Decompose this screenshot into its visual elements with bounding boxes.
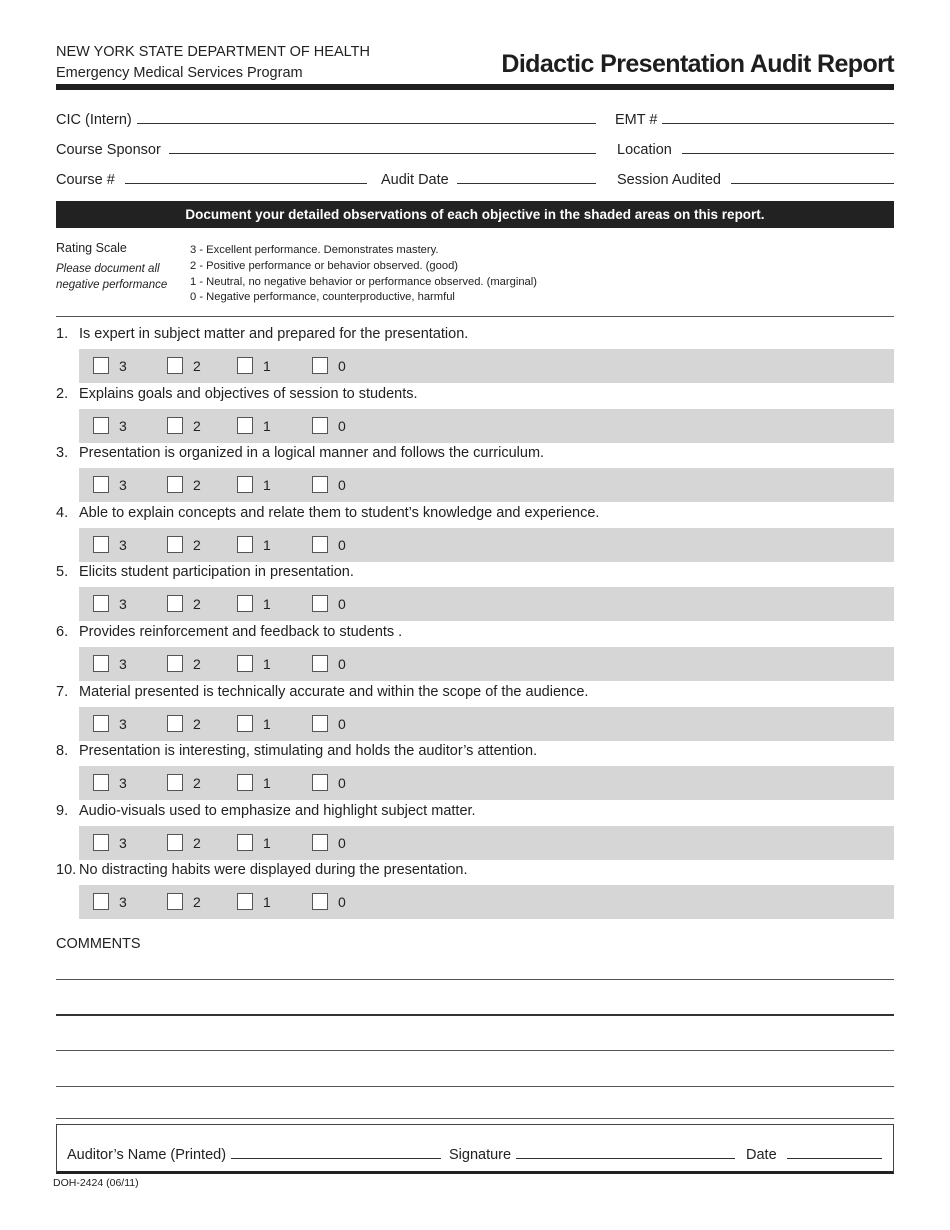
rating-option-label: 3 [119, 417, 127, 434]
rating-option-label: 2 [193, 476, 201, 493]
rating-option-label: 3 [119, 595, 127, 612]
rating-checkbox[interactable] [93, 774, 109, 791]
course-label: Course # [56, 172, 115, 188]
rating-option-label: 2 [193, 417, 201, 434]
rating-option-0[interactable] [312, 774, 346, 791]
auditor-name-label: Auditor’s Name (Printed) [67, 1147, 227, 1163]
rating-option-1[interactable] [237, 834, 271, 851]
question-text: Able to explain concepts and relate them to student’s knowledge and experience. [79, 505, 600, 521]
rating-level-3: 3 - Excellent performance. Demonstrates mastery. [190, 244, 439, 256]
rating-option-label: 3 [119, 357, 127, 374]
rating-option-label: 0 [338, 834, 346, 851]
rating-option-3[interactable] [93, 476, 127, 493]
rating-option-3[interactable] [93, 417, 127, 434]
date-line[interactable] [787, 1157, 882, 1159]
rating-option-0[interactable] [312, 834, 346, 851]
rating-option-0[interactable] [312, 715, 346, 732]
rating-option-label: 3 [119, 834, 127, 851]
rating-option-label: 0 [338, 893, 346, 910]
audit-date-field[interactable] [381, 172, 596, 188]
rating-checkbox[interactable] [93, 655, 109, 672]
rating-checkbox[interactable] [93, 417, 109, 434]
rating-checkbox[interactable] [312, 357, 328, 374]
rating-option-label: 2 [193, 595, 201, 612]
rating-checkbox[interactable] [312, 536, 328, 553]
question-number: 10. [56, 862, 77, 878]
rating-checkbox[interactable] [93, 357, 109, 374]
question-text: Explains goals and objectives of session to students. [79, 386, 418, 402]
rating-option-0[interactable] [312, 536, 346, 553]
rating-option-1[interactable] [237, 715, 271, 732]
rating-checkbox[interactable] [237, 655, 253, 672]
rating-checkbox[interactable] [237, 595, 253, 612]
program-name: Emergency Medical Services Program [56, 65, 303, 81]
rating-option-label: 0 [338, 715, 346, 732]
question-number: 2. [56, 386, 69, 402]
rating-checkbox[interactable] [312, 834, 328, 851]
rating-checkbox[interactable] [93, 595, 109, 612]
emt-field[interactable] [615, 112, 894, 128]
rating-checkbox[interactable] [167, 655, 183, 672]
question-text: Audio-visuals used to emphasize and highlight subject matter. [79, 803, 476, 819]
signature-label: Signature [449, 1147, 512, 1163]
cic-label: CIC (Intern) [56, 112, 132, 128]
rating-option-2[interactable] [167, 893, 201, 910]
rating-option-3[interactable] [93, 655, 127, 672]
emt-line[interactable] [662, 122, 894, 124]
rating-option-label: 3 [119, 774, 127, 791]
question-text: Elicits student participation in presentation. [79, 564, 354, 580]
question-7 [56, 684, 588, 700]
rating-option-label: 1 [263, 476, 271, 493]
question-text: Presentation is organized in a logical manner and follows the curriculum. [79, 445, 545, 461]
rating-row-2 [79, 409, 894, 443]
rating-checkbox[interactable] [237, 417, 253, 434]
rating-option-label: 1 [263, 655, 271, 672]
rating-option-label: 2 [193, 715, 201, 732]
rating-option-label: 3 [119, 476, 127, 493]
rating-option-3[interactable] [93, 774, 127, 791]
location-field[interactable] [617, 142, 894, 158]
rating-scale-title: Rating Scale [56, 241, 127, 255]
rating-checkbox[interactable] [167, 834, 183, 851]
org-header [56, 42, 370, 84]
rating-option-2[interactable] [167, 357, 201, 374]
rating-level-0: 0 - Negative performance, counterproductive, harmful [190, 291, 455, 304]
rating-option-1[interactable] [237, 536, 271, 553]
rating-option-label: 2 [193, 774, 201, 791]
rating-level-2: 2 - Positive performance or behavior observed. (good) [190, 259, 459, 272]
question-number: 9. [56, 803, 69, 819]
signature-line[interactable] [516, 1157, 735, 1159]
sponsor-label: Course Sponsor [56, 142, 161, 158]
rating-option-label: 1 [263, 774, 271, 791]
question-number: 6. [56, 624, 69, 640]
rating-option-label: 1 [263, 834, 271, 851]
rating-scale-note: Please document all negative performance [56, 263, 168, 291]
rating-option-2[interactable] [167, 476, 201, 493]
date-label: Date [746, 1147, 777, 1163]
rating-option-label: 3 [119, 655, 127, 672]
instruction-banner: Document your detailed observations of each objective in the shaded areas on this report. [56, 201, 894, 228]
rating-option-label: 0 [338, 536, 346, 553]
form-number: DOH-2424 (06/11) [53, 1177, 139, 1189]
question-number: 7. [56, 684, 69, 700]
location-line[interactable] [682, 152, 894, 154]
rating-option-1[interactable] [237, 655, 271, 672]
question-number: 3. [56, 445, 69, 461]
rating-option-label: 1 [263, 357, 271, 374]
rating-checkbox[interactable] [237, 536, 253, 553]
session-line[interactable] [731, 182, 894, 184]
session-label: Session Audited [617, 172, 721, 188]
question-4 [56, 505, 599, 521]
rating-option-1[interactable] [237, 357, 271, 374]
rating-checkbox[interactable] [237, 715, 253, 732]
rating-checkbox[interactable] [93, 715, 109, 732]
question-text: Provides reinforcement and feedback to students . [79, 624, 403, 640]
rating-row-9 [79, 826, 894, 860]
rating-checkbox[interactable] [312, 774, 328, 791]
org-name: NEW YORK STATE DEPARTMENT OF HEALTH [56, 44, 370, 60]
rating-checkbox[interactable] [237, 834, 253, 851]
rating-option-label: 0 [338, 774, 346, 791]
rating-checkbox[interactable] [167, 715, 183, 732]
rating-option-0[interactable] [312, 357, 346, 374]
rating-checkbox[interactable] [93, 834, 109, 851]
rating-option-label: 0 [338, 655, 346, 672]
rating-option-label: 1 [263, 715, 271, 732]
rating-scale-levels [190, 243, 537, 306]
rating-option-0[interactable] [312, 893, 346, 910]
rating-option-1[interactable] [237, 893, 271, 910]
rating-option-1[interactable] [237, 595, 271, 612]
rating-option-0[interactable] [312, 476, 346, 493]
comment-line[interactable] [56, 1118, 894, 1119]
rating-option-label: 3 [119, 536, 127, 553]
rating-option-0[interactable] [312, 595, 346, 612]
question-text: No distracting habits were displayed during the presentation. [79, 862, 468, 878]
rating-checkbox[interactable] [312, 715, 328, 732]
rating-checkbox[interactable] [167, 893, 183, 910]
rating-row-1 [79, 349, 894, 383]
scale-divider [56, 316, 894, 317]
question-text: Presentation is interesting, stimulating and holds the auditor’s attention. [79, 743, 538, 759]
rating-checkbox[interactable] [237, 357, 253, 374]
comment-line[interactable] [56, 1050, 894, 1051]
rating-checkbox[interactable] [167, 417, 183, 434]
rating-option-label: 3 [119, 893, 127, 910]
rating-option-3[interactable] [93, 595, 127, 612]
rating-option-label: 0 [338, 357, 346, 374]
question-9 [56, 803, 476, 819]
cic-line[interactable] [137, 122, 596, 124]
question-1 [56, 326, 468, 342]
question-6 [56, 624, 402, 640]
rating-checkbox[interactable] [312, 595, 328, 612]
rating-option-3[interactable] [93, 834, 127, 851]
rating-checkbox[interactable] [167, 476, 183, 493]
question-3 [56, 445, 544, 461]
rating-checkbox[interactable] [167, 536, 183, 553]
rating-option-label: 3 [119, 715, 127, 732]
rating-option-0[interactable] [312, 417, 346, 434]
rating-option-label: 2 [193, 357, 201, 374]
rating-checkbox[interactable] [93, 536, 109, 553]
rating-option-1[interactable] [237, 774, 271, 791]
course-field[interactable] [56, 172, 367, 188]
rating-checkbox[interactable] [93, 893, 109, 910]
rating-row-6 [79, 647, 894, 681]
rating-option-2[interactable] [167, 834, 201, 851]
emt-label: EMT # [615, 112, 658, 128]
course-line[interactable] [125, 182, 367, 184]
question-text: Is expert in subject matter and prepared for the presentation. [79, 326, 469, 342]
rating-option-2[interactable] [167, 655, 201, 672]
question-number: 1. [56, 326, 69, 342]
rating-row-10 [79, 885, 894, 919]
rating-option-label: 2 [193, 834, 201, 851]
rating-row-5 [79, 587, 894, 621]
sponsor-line[interactable] [169, 152, 596, 154]
rating-option-3[interactable] [93, 893, 127, 910]
comment-line[interactable] [56, 1014, 894, 1016]
rating-checkbox[interactable] [237, 774, 253, 791]
question-text: Material presented is technically accurate and within the scope of the audience. [79, 684, 589, 700]
rating-checkbox[interactable] [312, 476, 328, 493]
rating-option-label: 0 [338, 417, 346, 434]
rating-option-2[interactable] [167, 536, 201, 553]
header-rule [56, 84, 894, 90]
question-10 [56, 862, 468, 878]
audit-date-label: Audit Date [381, 172, 449, 188]
rating-option-label: 2 [193, 893, 201, 910]
rating-row-8 [79, 766, 894, 800]
rating-option-1[interactable] [237, 417, 271, 434]
rating-option-2[interactable] [167, 774, 201, 791]
rating-option-label: 2 [193, 536, 201, 553]
rating-option-label: 0 [338, 476, 346, 493]
question-8 [56, 743, 537, 759]
audit-date-line[interactable] [457, 182, 596, 184]
location-label: Location [617, 142, 672, 158]
signature-field[interactable] [449, 1147, 735, 1163]
comments-label: COMMENTS [56, 936, 141, 952]
question-5 [56, 564, 354, 580]
rating-option-label: 1 [263, 595, 271, 612]
rating-option-3[interactable] [93, 357, 127, 374]
rating-checkbox[interactable] [167, 595, 183, 612]
rating-checkbox[interactable] [237, 476, 253, 493]
rating-option-3[interactable] [93, 536, 127, 553]
rating-option-3[interactable] [93, 715, 127, 732]
auditor-name-line[interactable] [231, 1157, 441, 1159]
rating-checkbox[interactable] [312, 417, 328, 434]
sponsor-field[interactable] [56, 142, 596, 158]
question-2 [56, 386, 418, 402]
rating-option-label: 1 [263, 893, 271, 910]
rating-checkbox[interactable] [312, 893, 328, 910]
rating-row-7 [79, 707, 894, 741]
question-number: 5. [56, 564, 69, 580]
auditor-name-field[interactable] [67, 1147, 441, 1163]
rating-row-4 [79, 528, 894, 562]
rating-option-label: 2 [193, 655, 201, 672]
rating-option-label: 1 [263, 417, 271, 434]
comment-line[interactable] [56, 1086, 894, 1087]
question-number: 8. [56, 743, 69, 759]
rating-level-1: 1 - Neutral, no negative behavior or performance observed. (marginal) [190, 275, 537, 288]
rating-checkbox[interactable] [167, 774, 183, 791]
rating-option-0[interactable] [312, 655, 346, 672]
rating-checkbox[interactable] [167, 357, 183, 374]
rating-option-2[interactable] [167, 595, 201, 612]
rating-row-3 [79, 468, 894, 502]
session-field[interactable] [617, 172, 894, 188]
rating-checkbox[interactable] [93, 476, 109, 493]
rating-option-2[interactable] [167, 417, 201, 434]
question-number: 4. [56, 505, 69, 521]
rating-checkbox[interactable] [312, 655, 328, 672]
date-field[interactable] [746, 1147, 882, 1163]
rating-option-label: 0 [338, 595, 346, 612]
rating-checkbox[interactable] [237, 893, 253, 910]
report-title: Didactic Presentation Audit Report [501, 50, 894, 78]
rating-option-label: 1 [263, 536, 271, 553]
rating-option-2[interactable] [167, 715, 201, 732]
cic-field[interactable] [56, 112, 596, 128]
comment-line[interactable] [56, 979, 894, 980]
rating-option-1[interactable] [237, 476, 271, 493]
signature-box [56, 1124, 894, 1174]
